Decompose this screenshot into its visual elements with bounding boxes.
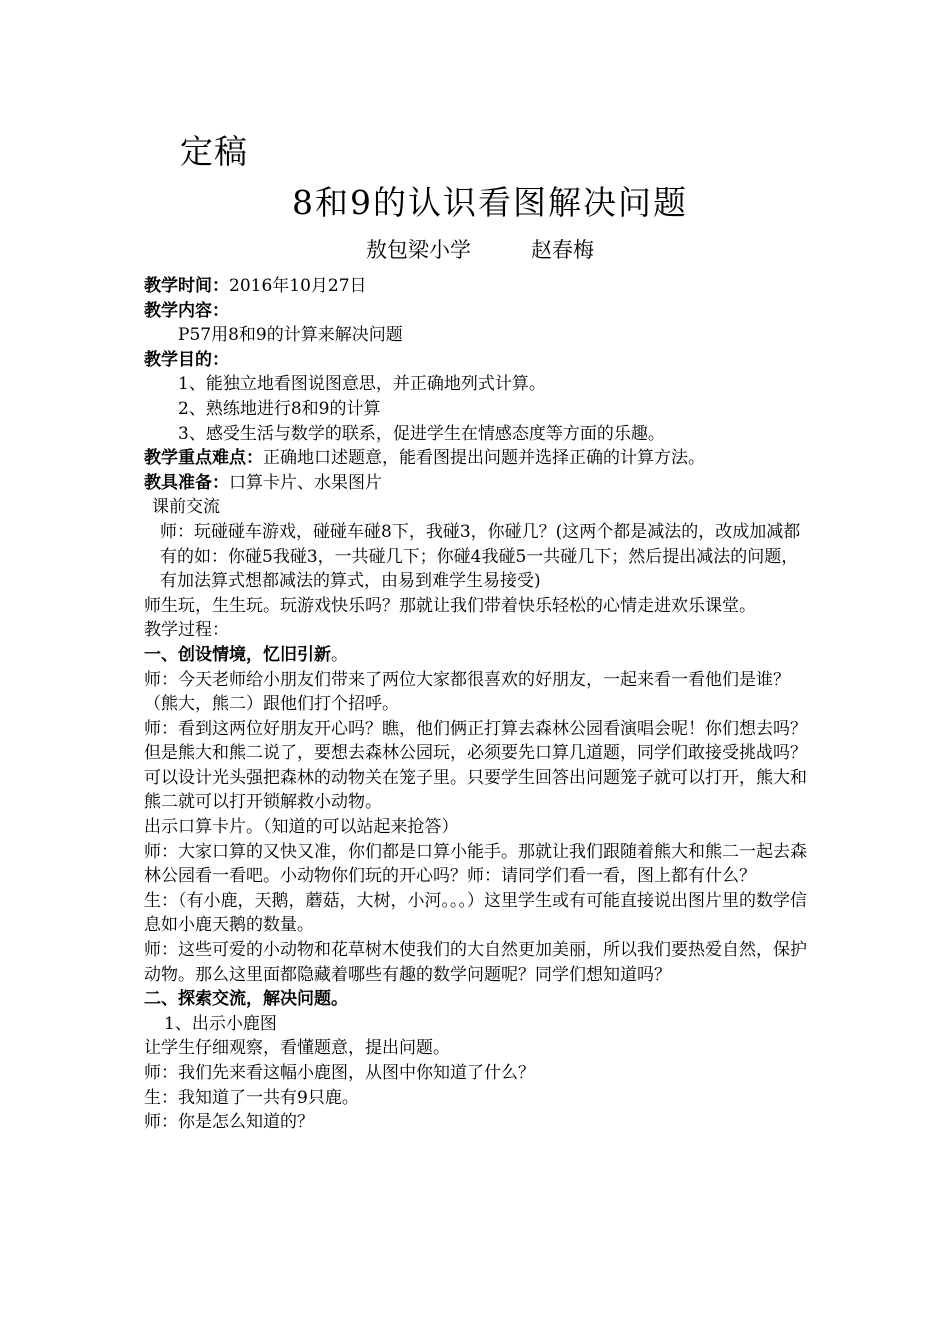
- tools-value: 口算卡片、水果图片: [229, 472, 382, 493]
- section-heading: [144, 643, 808, 668]
- goal-item: 2、熟练地进行8和9的计算: [178, 398, 381, 419]
- section-1-title: 一、创设情境，忆旧引新: [144, 644, 331, 665]
- teacher-name: 赵春梅: [531, 238, 594, 262]
- time-label: 教学时间：: [144, 276, 229, 296]
- key-label: 教学重点难点：: [144, 448, 263, 469]
- paragraph: 师：看到这两位好朋友开心吗？瞧，他们俩正打算去森林公园看演唱会呢！你们想去吗？但是熊大和熊二说了，要想去森林公园玩，必须要先口算几道题，同学们敢接受挑战吗？可以设计光头强把森林的动物关在笼子里。只要学生回答出问题笼子就可以打开，熊大和熊二就可以打开锁解救小动物。: [144, 718, 807, 813]
- tools-label: 教具准备：: [144, 472, 229, 493]
- teaching-time: [144, 274, 808, 299]
- key-value: 正确地口述题意，能看图提出问题并选择正确的计算方法。: [263, 448, 705, 469]
- content-value: P57用8和9的计算来解决问题: [178, 325, 403, 346]
- time-value: 2016年10月27日: [229, 276, 367, 296]
- paragraph: 师生玩，生生玩。玩游戏快乐吗？那就让我们带着快乐轻松的心情走进欢乐课堂。: [144, 595, 756, 616]
- document-body: [144, 274, 808, 1135]
- paragraph: 师：玩碰碰车游戏，碰碰车碰8下，我碰3，你碰几？(这两个都是减法的，改成加减都有的如：你碰5我碰3，一共碰几下；你碰4我碰5一共碰几下；然后提出减法的问题，有加法算式想都减法的算式，由易到难学生易接受): [160, 521, 801, 592]
- paragraph: 生：（有小鹿，天鹅，蘑菇，大树，小河。。。）这里学生或有可能直接说出图片里的数学信息如小鹿天鹅的数量。: [144, 890, 807, 936]
- paragraph: 师：这些可爱的小动物和花草树木使我们的大自然更加美丽，所以我们要热爱自然，保护动物。那么这里面都隐藏着哪些有趣的数学问题呢？同学们想知道吗？: [144, 940, 807, 985]
- paragraph: 师：我们先来看这幅小鹿图，从图中你知道了什么？: [144, 1063, 535, 1083]
- paragraph: 师：今天老师给小朋友们带来了两位大家都很喜欢的好朋友，一起来看一看他们是谁？（熊大，熊二）跟他们打个招呼。: [144, 669, 790, 715]
- paragraph: 生：我知道了一共有9只鹿。: [144, 1087, 359, 1108]
- tools: [144, 471, 808, 496]
- key-points: [144, 446, 808, 471]
- author-line: [366, 236, 594, 264]
- school-name: 敖包梁小学: [366, 238, 471, 262]
- page-title: 8和9的认识看图解决问题: [292, 183, 688, 222]
- process-label: 教学过程：: [144, 620, 229, 641]
- goal-item: 1、能独立地看图说图意思，并正确地列式计算。: [178, 374, 546, 395]
- paragraph: 师：大家口算的又快又准，你们都是口算小能手。那就让我们跟随着熊大和熊二一起去森林公园看一看吧。小动物你们玩的开心吗？师：请同学们看一看，图上都有什么？: [144, 841, 807, 887]
- goal-label: 教学目的：: [144, 349, 229, 370]
- content-label: 教学内容：: [144, 300, 229, 321]
- paragraph: 让学生仔细观察，看懂题意，提出问题。: [144, 1038, 450, 1059]
- pre-class-heading: 课前交流: [152, 497, 220, 518]
- section-1-end: 。: [331, 644, 348, 665]
- draft-stamp: 定稿: [180, 132, 248, 171]
- paragraph: 师：你是怎么知道的？: [144, 1112, 314, 1133]
- section-2-title: 二、探索交流，解决问题。: [144, 989, 348, 1010]
- paragraph: 出示口算卡片。（知道的可以站起来抢答）: [144, 817, 459, 838]
- goal-item: 3、感受生活与数学的联系，促进学生在情感态度等方面的乐趣。: [178, 423, 665, 444]
- sub-heading: 1、出示小鹿图: [164, 1013, 277, 1034]
